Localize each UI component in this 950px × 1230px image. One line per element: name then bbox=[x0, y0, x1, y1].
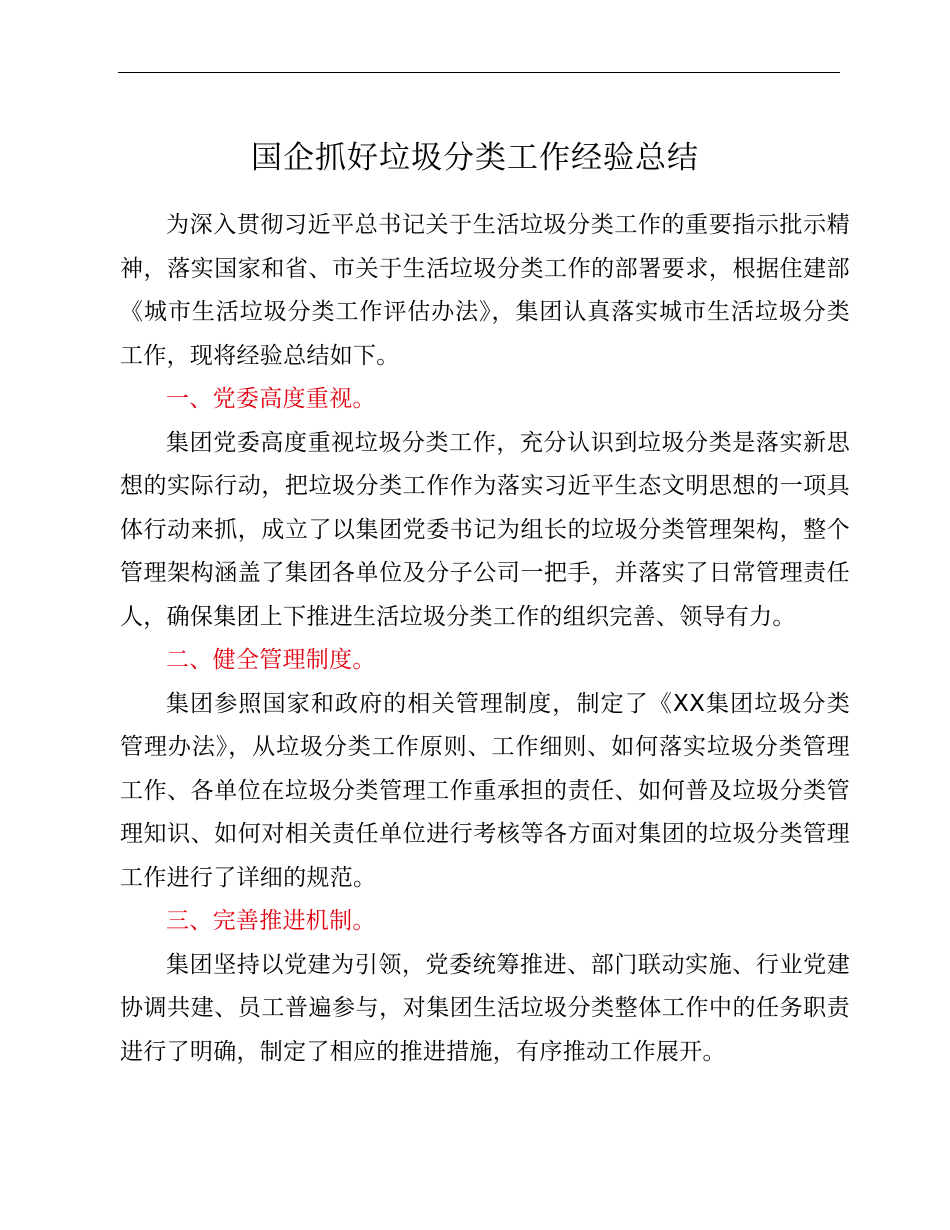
section-body-1: 集团党委高度重视垃圾分类工作，充分认识到垃圾分类是落实新思想的实际行动，把垃圾分类工作作为落实习近平生态文明思想的一项具体行动来抓，成立了以集团党委书记为组长的垃圾分类管理架构，整个管理架构涵盖了集团各单位及分子公司一把手，并落实了日常管理责任人，确保集团上下推进生活垃圾分类工作的组织完善、领导有力。 bbox=[120, 429, 850, 630]
section-heading-2: 二、健全管理制度。 bbox=[166, 647, 376, 673]
section-body-3: 集团坚持以党建为引领，党委统筹推进、部门联动实施、行业党建协调共建、员工普遍参与，对集团生活垃圾分类整体工作中的任务职责进行了明确，制定了相应的推进措施，有序推动工作展开。 bbox=[120, 951, 850, 1065]
header-rule bbox=[118, 72, 840, 73]
section-heading-1: 一、党委高度重视。 bbox=[166, 386, 376, 412]
document-body bbox=[120, 204, 850, 1074]
section-heading-3: 三、完善推进机制。 bbox=[166, 908, 376, 934]
section-body-2: 集团参照国家和政府的相关管理制度，制定了《XX集团垃圾分类管理办法》，从垃圾分类工作原则、工作细则、如何落实垃圾分类管理工作、各单位在垃圾分类管理工作重承担的责任、如何普及垃圾分类管理知识、如何对相关责任单位进行考核等各方面对集团的垃圾分类管理工作进行了详细的规范。 bbox=[120, 690, 850, 891]
document-title: 国企抓好垃圾分类工作经验总结 bbox=[251, 140, 699, 176]
intro-paragraph: 为深入贯彻习近平总书记关于生活垃圾分类工作的重要指示批示精神，落实国家和省、市关于生活垃圾分类工作的部署要求，根据住建部《城市生活垃圾分类工作评估办法》，集团认真落实城市生活垃圾分类工作，现将经验总结如下。 bbox=[120, 212, 850, 369]
